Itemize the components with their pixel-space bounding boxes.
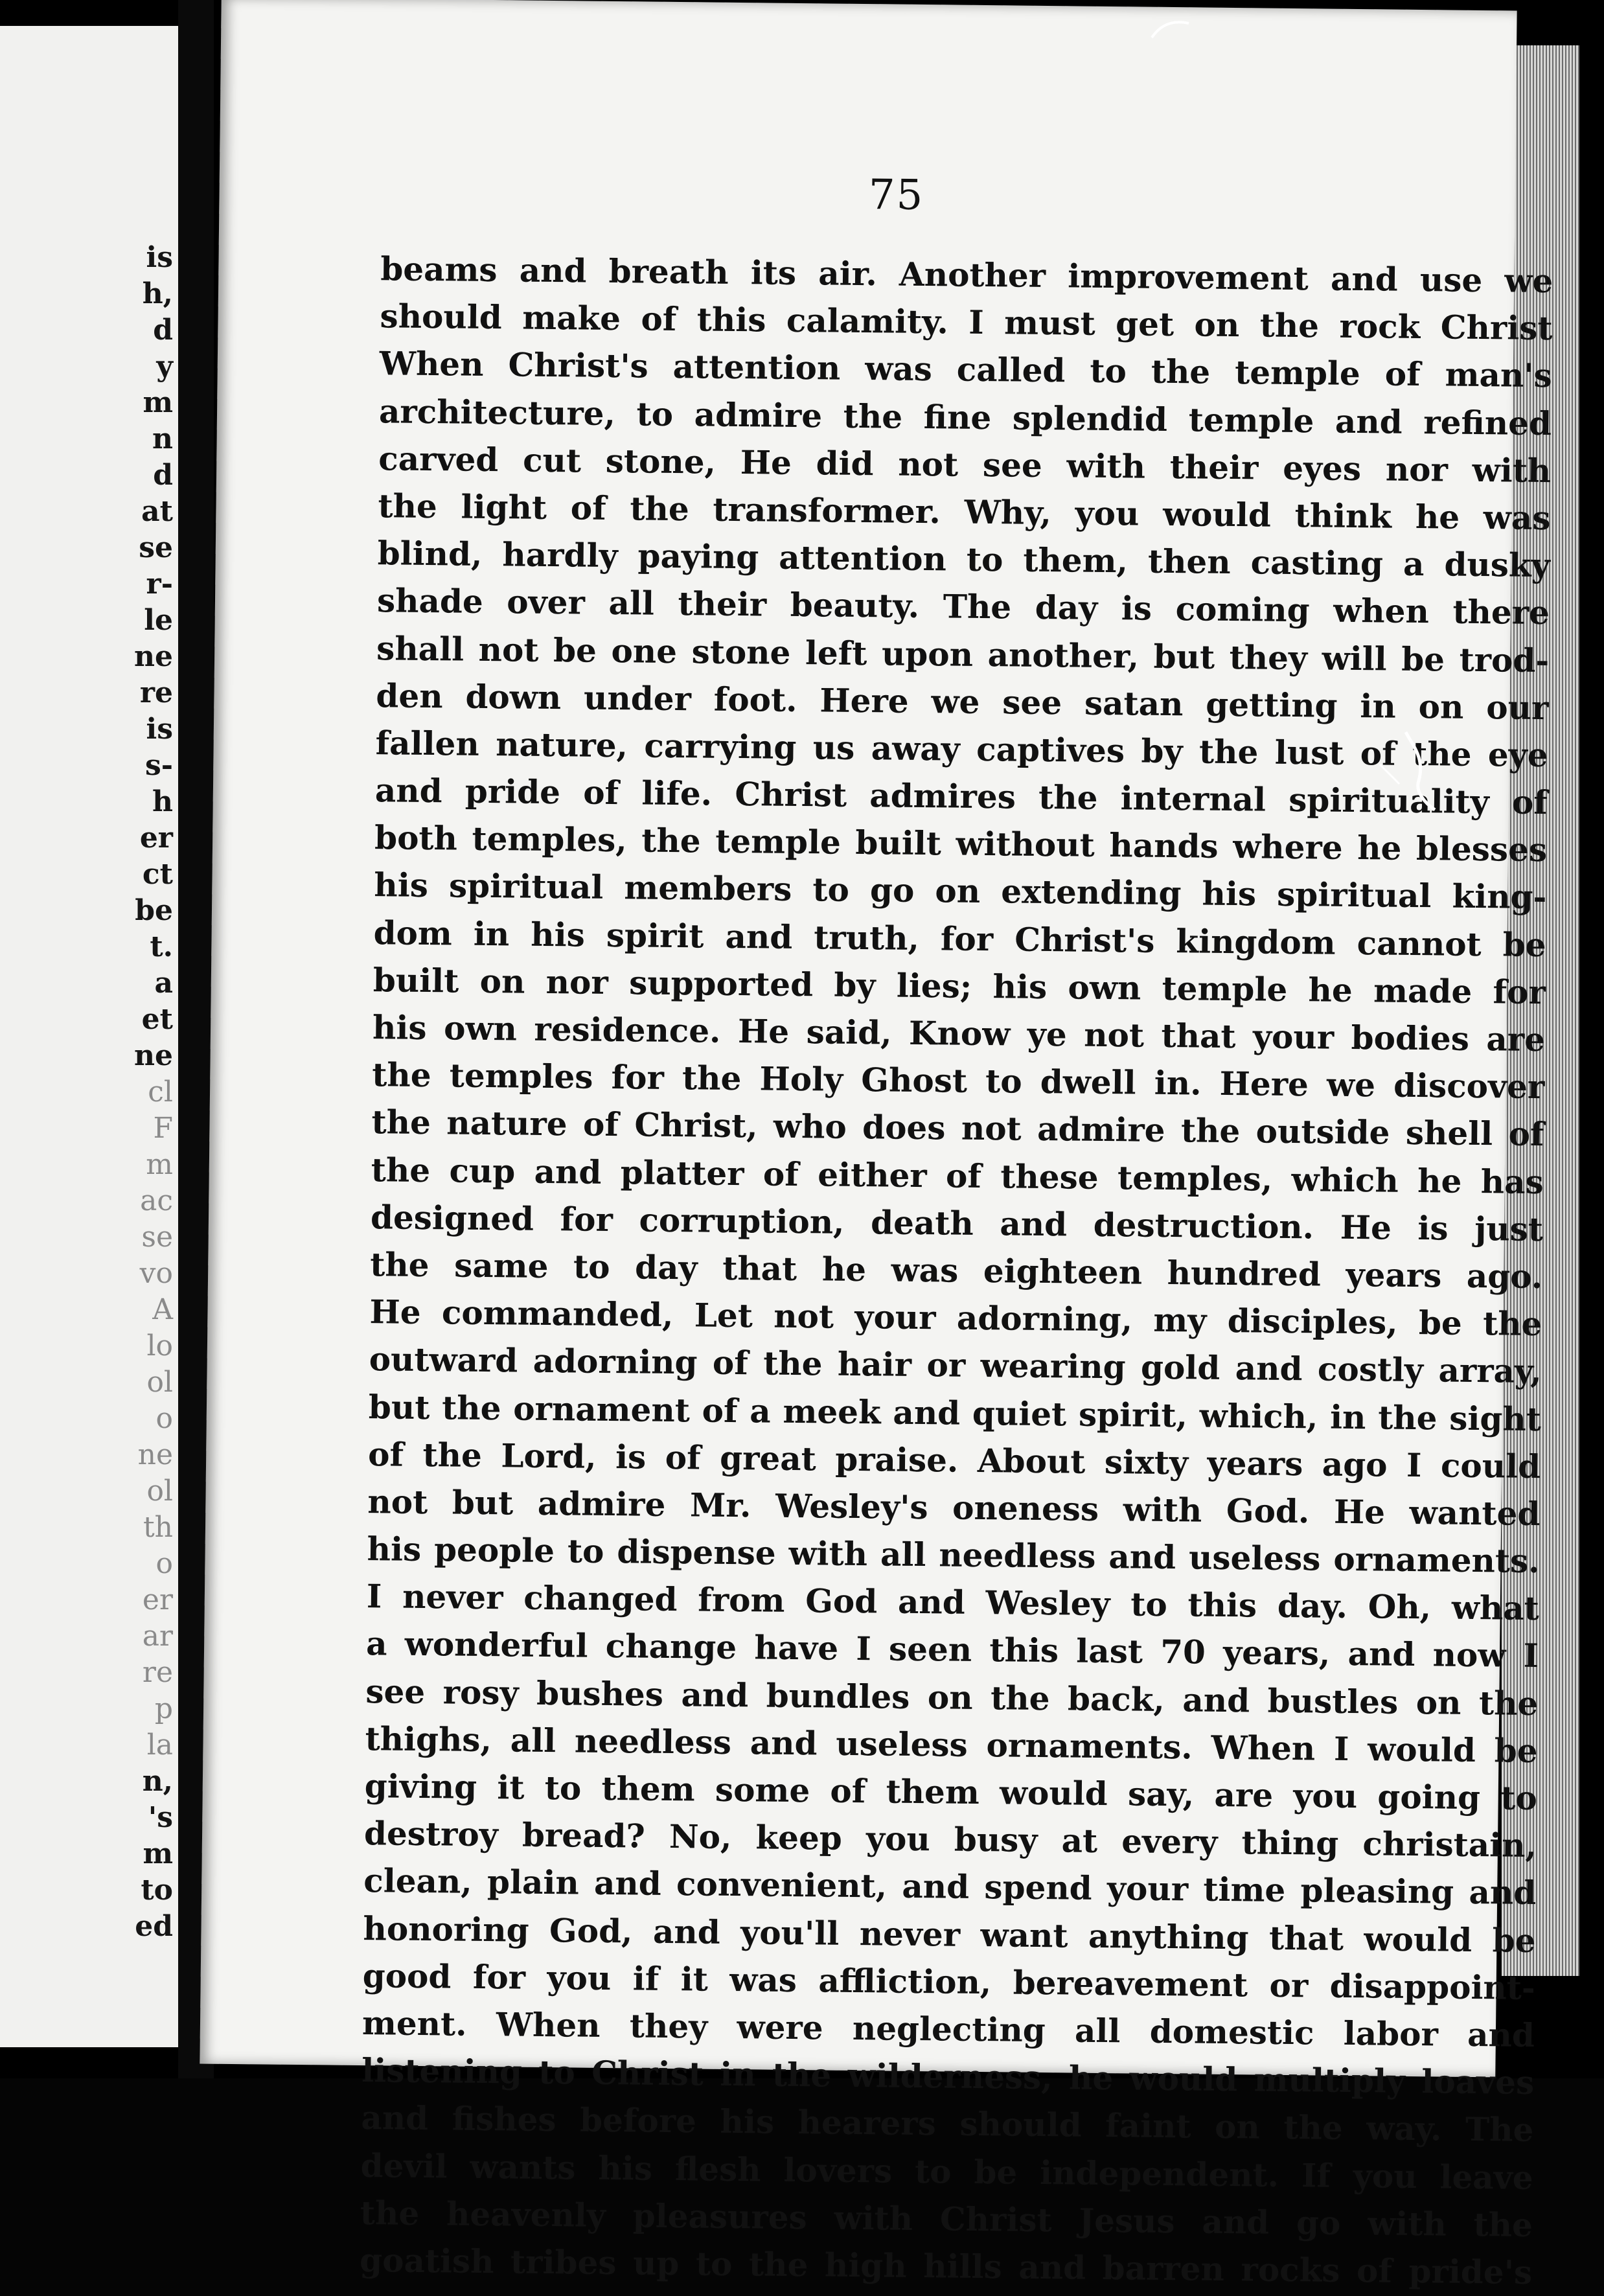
left-fragment-faint: A — [152, 1293, 173, 1326]
left-fragment: ne — [134, 640, 173, 673]
text-line: the nature of Christ, who does not admire the outside shell of — [371, 1103, 1544, 1154]
text-line: ment. When they were neglecting all domestic labor and — [361, 2004, 1535, 2054]
left-fragment: 's — [148, 1801, 173, 1834]
left-fragment-faint: er — [142, 1583, 173, 1616]
left-fragment: et — [141, 1003, 173, 1036]
text-line: outward adorning of the hair or wearing gold and costly array, — [369, 1340, 1542, 1391]
left-fragment: h, — [142, 277, 173, 310]
text-line: designed for corruption, death and destruction. He is just — [370, 1197, 1544, 1248]
text-line: the heavenly pleasures with Christ Jesus and go with the — [360, 2193, 1533, 2244]
left-fragment-faint: lo — [146, 1329, 173, 1362]
text-line: listening to Christ in the wilderness, he would multiply loaves — [361, 2051, 1535, 2102]
text-line: devil wants his flesh lovers to be independent. If you leave — [360, 2146, 1533, 2197]
text-line: carved cut stone, He did not see with their eyes nor with — [378, 439, 1552, 490]
text-line: the temples for the Holy Ghost to dwell in. Here we discover — [372, 1055, 1545, 1107]
left-fragment-faint: ar — [142, 1620, 173, 1653]
text-line: honoring God, and you'll never want anything that would be — [363, 1909, 1536, 1960]
right-page — [200, 0, 1553, 2291]
left-fragment-faint: ne — [137, 1438, 173, 1471]
text-line: but the ornament of a meek and quiet spirit, which, in the sight — [368, 1387, 1542, 1438]
left-fragment: ed — [135, 1910, 173, 1943]
left-fragment: se — [139, 531, 173, 564]
left-fragment-faint: ac — [140, 1184, 173, 1217]
left-fragment-faint: la — [146, 1728, 173, 1762]
text-line: his own residence. He said, Know ye not that your bodies are — [372, 1008, 1546, 1059]
left-fragment-faint: ol — [146, 1475, 173, 1508]
left-fragment-faint: F — [153, 1112, 173, 1145]
text-line: goatish tribes up to the high hills and barren rocks of pride's — [359, 2240, 1533, 2291]
text-line: of the Lord, is of great praise. About sixty years ago I could — [367, 1434, 1541, 1486]
left-fragment-faint: o — [155, 1547, 173, 1580]
left-fragment-faint: o — [155, 1402, 173, 1435]
page-number: 75 — [868, 171, 924, 220]
text-line: giving it to them some of them would say, are you going to — [364, 1767, 1538, 1818]
text-line: his people to dispense with all needless and useless ornaments. — [367, 1530, 1540, 1581]
left-fragment: t. — [150, 930, 173, 963]
text-line: should make of this calamity. I must get on the rock Christ — [380, 297, 1553, 348]
text-line: not but admire Mr. Wesley's oneness with God. He wanted — [367, 1482, 1541, 1533]
left-fragment: d — [153, 314, 173, 347]
text-line: built on nor supported by lies; his own temple he made for — [372, 960, 1546, 1011]
left-fragment: s- — [144, 749, 173, 782]
text-line: den down under foot. Here we see satan getting in on our — [376, 676, 1549, 727]
left-fragment: r- — [146, 568, 173, 601]
left-fragment-faint: ol — [146, 1366, 173, 1399]
text-line: and fishes before his hearers should faint on the way. The — [361, 2098, 1534, 2150]
left-fragment-faint: re — [142, 1656, 173, 1689]
text-line: good for you if it was affliction, bereavement or disappoint- — [362, 1956, 1536, 2007]
left-fragment: ct — [142, 858, 173, 891]
left-fragment-faint: m — [146, 1148, 173, 1181]
left-fragment: a — [154, 967, 173, 1000]
left-fragment: n, — [142, 1765, 173, 1798]
text-line: the cup and platter of either of these temples, which he has — [371, 1150, 1544, 1201]
left-fragment: be — [135, 894, 173, 927]
left-fragment: ne — [134, 1039, 173, 1072]
left-fragment: m — [143, 1837, 173, 1870]
left-fragment-faint: se — [141, 1221, 173, 1254]
text-line: He commanded, Let not your adorning, my disciples, be the — [369, 1292, 1542, 1344]
left-fragment-faint: cl — [148, 1075, 173, 1108]
left-fragment: er — [139, 821, 173, 855]
left-fragment: m — [143, 386, 173, 419]
text-line: the light of the transformer. Why, you would think he was — [378, 487, 1551, 538]
text-line: his spiritual members to go on extending his spiritual king- — [374, 866, 1547, 917]
left-fragment: h — [152, 785, 173, 818]
left-fragment: is — [146, 713, 173, 746]
left-fragment: at — [141, 495, 173, 528]
text-line: dom in his spirit and truth, for Christ's kingdom cannot be — [373, 913, 1546, 964]
left-fragment-faint: th — [143, 1511, 173, 1544]
text-line: clean, plain and convenient, and spend your time pleasing and — [363, 1861, 1537, 1912]
text-line: both temples, the temple built without hands where he blesses — [374, 818, 1548, 869]
left-fragment: re — [139, 676, 173, 709]
text-line: When Christ's attention was called to the temple of man's — [379, 344, 1553, 395]
left-fragment: le — [144, 604, 173, 637]
left-fragment: d — [153, 459, 173, 492]
text-line: beams and breath its air. Another improvement and use we — [380, 249, 1553, 301]
left-fragment: y — [156, 350, 173, 383]
left-fragment-faint: vo — [139, 1257, 173, 1290]
text-line: destroy bread? No, keep you busy at every thing christain, — [363, 1814, 1537, 1865]
left-facing-page — [0, 26, 178, 2047]
left-page-text-fragments — [0, 240, 178, 1945]
text-line: I never changed from God and Wesley to this day. Oh, what — [366, 1577, 1540, 1628]
body-text — [360, 245, 1553, 2296]
left-fragment: n — [152, 422, 173, 455]
text-line: architecture, to admire the fine splendid temple and refined — [378, 391, 1552, 442]
text-line: fallen nature, carrying us away captives by the lust of the eye — [375, 724, 1548, 774]
text-line: and pride of life. Christ admires the internal spirituality of — [374, 771, 1548, 822]
left-fragment-faint: p — [154, 1692, 173, 1725]
left-fragment: to — [141, 1874, 173, 1907]
text-line: see rosy bushes and bundles on the back, and bustles on the — [365, 1671, 1539, 1723]
text-line: shall not be one stone left upon another, but they will be trod- — [376, 628, 1550, 680]
left-fragment: is — [146, 241, 173, 274]
text-line: shade over all their beauty. The day is coming when there — [376, 581, 1550, 632]
text-line: thighs, all needless and useless ornaments. When I would be — [365, 1719, 1538, 1770]
text-line: a wonderful change have I seen this last 70 years, and now I — [365, 1624, 1539, 1675]
text-line: blind, hardly paying attention to them, then casting a dusky — [377, 534, 1550, 585]
text-line: the same to day that he was eighteen hundred years ago. — [369, 1245, 1543, 1296]
